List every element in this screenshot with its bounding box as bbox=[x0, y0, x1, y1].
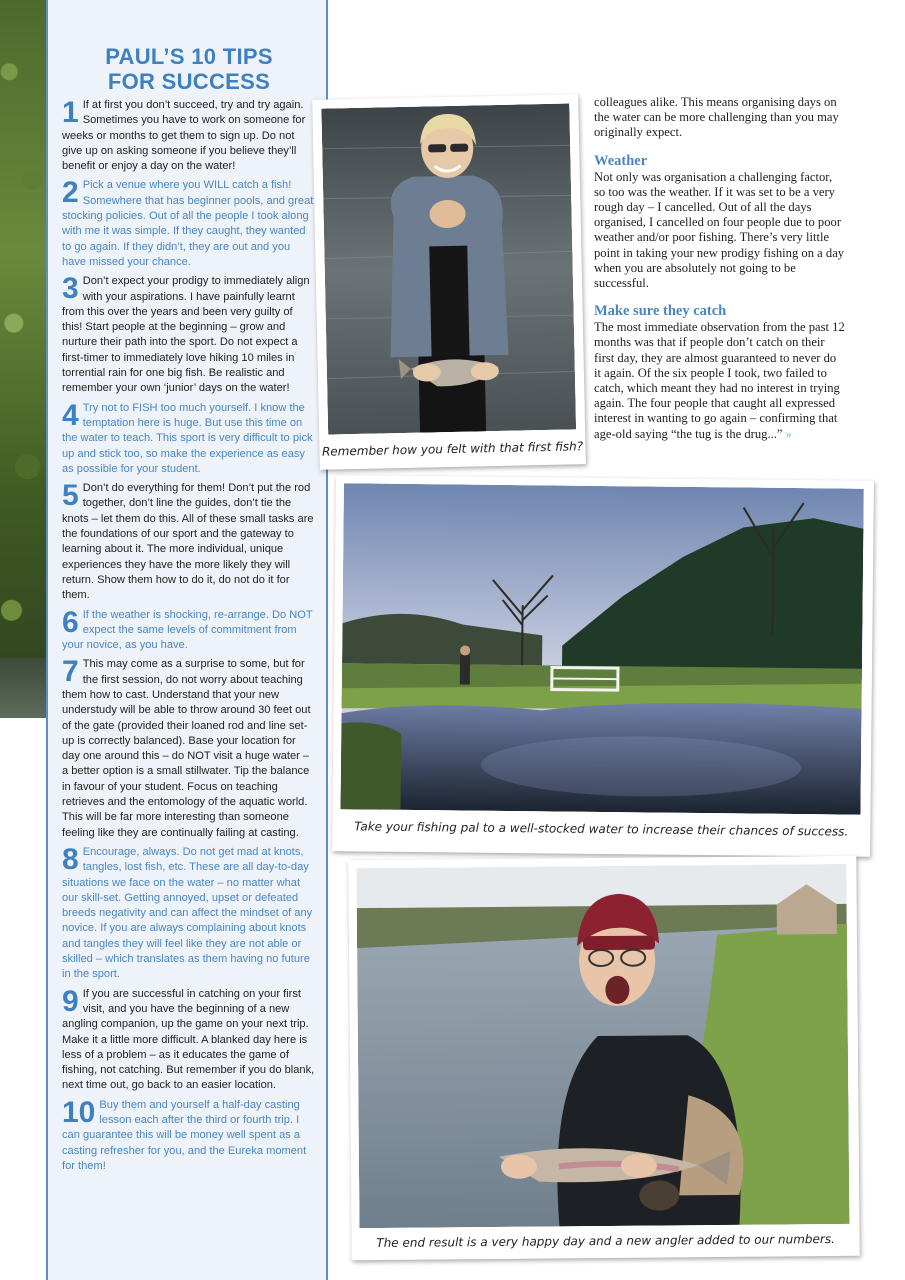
tip-number: 3 bbox=[62, 272, 79, 306]
tip-number: 6 bbox=[62, 605, 79, 639]
photo-stillwater-image bbox=[340, 483, 863, 814]
photo-happy-angler-image bbox=[356, 864, 849, 1228]
tip-text: Encourage, always. Do not get mad at knots, tangles, lost fish, etc. These are all day-to-day situations we face on the water – no matter what our skill-set. Getting annoyed, upset or defeated breeds negativity and can affect the mindset of any novice. If you are always complaining about knots and tangles they will feel like they are not able or skilled – which translates as them having no future in the sport. bbox=[62, 845, 313, 981]
tip-item-9 bbox=[62, 984, 316, 1094]
water-reflection bbox=[0, 658, 46, 718]
tip-text: If at first you don’t succeed, try and try again. Sometimes you have to work on someone for weeks or months to get them to sign up. Do not give up on asking someone if you believe they’ll benefit or enjoy a day on the water! bbox=[62, 99, 306, 173]
tip-number: 5 bbox=[62, 479, 79, 513]
happy-angler-illustration bbox=[356, 864, 849, 1228]
article-intro-text: colleagues alike. This means organising days on the water can be more challenging than you may originally expect. bbox=[594, 95, 839, 140]
tip-number: 1 bbox=[62, 96, 79, 129]
tip-number: 9 bbox=[62, 984, 79, 1018]
photo-stillwater bbox=[332, 475, 874, 857]
tip-item-7 bbox=[62, 657, 316, 841]
photo-happy-angler-caption: The end result is a very happy day and a new angler added to our numbers. bbox=[376, 1231, 835, 1250]
tip-item-5 bbox=[62, 481, 316, 603]
tip-item-2 bbox=[62, 178, 316, 270]
foliage-photo-strip bbox=[0, 0, 46, 718]
tip-item-10 bbox=[62, 1095, 316, 1174]
tip-item-4 bbox=[62, 398, 316, 477]
sidebar-title-line2: FOR SUCCESS bbox=[107, 69, 271, 94]
weather-heading: Weather bbox=[594, 152, 648, 169]
tip-item-6 bbox=[62, 605, 316, 654]
sidebar-title-line1: PAUL’S 10 TIPS bbox=[105, 44, 273, 69]
tip-item-1 bbox=[62, 98, 316, 174]
tip-text: If you are successful in catching on your first visit, and you have the beginning of a new angling companion, up the game on your next trip. Make it a little more difficult. A blanked day here is less of a problem – as it educates the game of fishing, not catching. But remember if you do blank, next time out, go back to an easier location. bbox=[62, 987, 315, 1092]
tip-item-3 bbox=[62, 274, 316, 396]
catch-text bbox=[594, 320, 846, 442]
sidebar-title bbox=[48, 44, 330, 94]
tip-text: Try not to FISH too much yourself. I know the temptation here is huge. But use this time on the water to teach. This sport is very difficult to pick up and stick too, so make the experience as easy as possible for your student. bbox=[62, 401, 313, 475]
continue-mark: » bbox=[785, 426, 792, 441]
angler-woman-illustration bbox=[321, 103, 576, 434]
tip-text: If the weather is shocking, re-arrange. Do NOT expect the same levels of commitment from your novice, as you have. bbox=[62, 608, 313, 652]
tip-number: 7 bbox=[62, 655, 79, 689]
tip-text: Buy them and yourself a half-day casting lesson each after the third or fourth trip. I can guarantee this will be money well spent as a casting refresher for you, and the Eureka moment for them! bbox=[62, 1098, 307, 1172]
tip-text: Pick a venue where you WILL catch a fish! Somewhere that has beginner pools, and great stocking policies. Out of all the people I took along with me it was simple. If they caught, they wanted to go again. If they didn’t, they are out and you have missed your chance. bbox=[62, 179, 314, 268]
photo-stillwater-caption: Take your fishing pal to a well-stocked water to increase their chances of success. bbox=[354, 819, 849, 839]
photo-first-fish-image bbox=[321, 103, 576, 434]
photo-first-fish-caption: Remember how you felt with that first fish? bbox=[321, 439, 584, 459]
weather-text: Not only was organisation a challenging factor, so too was the weather. If it was set to be a very rough day – I cancelled. Out of all the days organised, I cancelled on four people due to poor weather and/or poor fishing. There’s very little point in taking your new prodigy fishing on a day when you are absolutely not going to be successful. bbox=[594, 169, 845, 291]
tip-text: This may come as a surprise to some, but for the first session, do not worry about teaching them how to cast. Understand that your new understudy will be able to throw around 30 feet out of the gate (provided their loaned rod and line set-up is correctly balanced). Base your location for day one around this – do NOT visit a huge water – a better option is a small stillwater. Tip the balance in favour of your student. Focus on teaching retrieves and the entomology of the aquatic world. This will be far more interesting than someone feeling like they are continually failing at casting. bbox=[62, 658, 311, 839]
catch-heading: Make sure they catch bbox=[594, 303, 727, 320]
photo-first-fish bbox=[312, 94, 586, 469]
tip-number: 4 bbox=[62, 398, 79, 432]
tip-text: Don’t expect your prodigy to immediately align with your aspirations. I have painfully learnt from this over the years and been very guilty of this! Start people at the beginning – grow and nurture their path into the sport. Do not expect a first-timer to immediately love hiking 10 miles in torrential rain for one big fish. Be realistic and remember your own ‘junior’ days on the water! bbox=[62, 275, 310, 395]
tip-number: 10 bbox=[62, 1095, 96, 1129]
stillwater-landscape-illustration bbox=[340, 483, 863, 814]
tip-item-8 bbox=[62, 842, 316, 983]
tips-list bbox=[62, 98, 316, 1178]
article-column-top bbox=[594, 95, 846, 442]
photo-happy-angler bbox=[348, 856, 859, 1260]
tip-text: Don’t do everything for them! Don’t put the rod together, don’t line the guides, don’t tie the knots – let them do this. All of these small tasks are the foundations of our sport and the gateway to learning about it. The more individual, unique experiences they have the more likely they will return. Show them how to do it, do not do it for them. bbox=[62, 482, 314, 602]
tip-number: 2 bbox=[62, 176, 79, 210]
catch-text-body: The most immediate observation from the past 12 months was that if people don’t catch on their first day, they are almost guaranteed to never do it again. Of the six people I took, two failed to catch, which meant they had no interest in trying again. The four people that caught all expressed interest in wanting to go again – confirming that age-old saying “the tug is the drug...” bbox=[594, 320, 845, 441]
tips-sidebar bbox=[46, 0, 328, 1280]
tip-number: 8 bbox=[62, 842, 79, 876]
